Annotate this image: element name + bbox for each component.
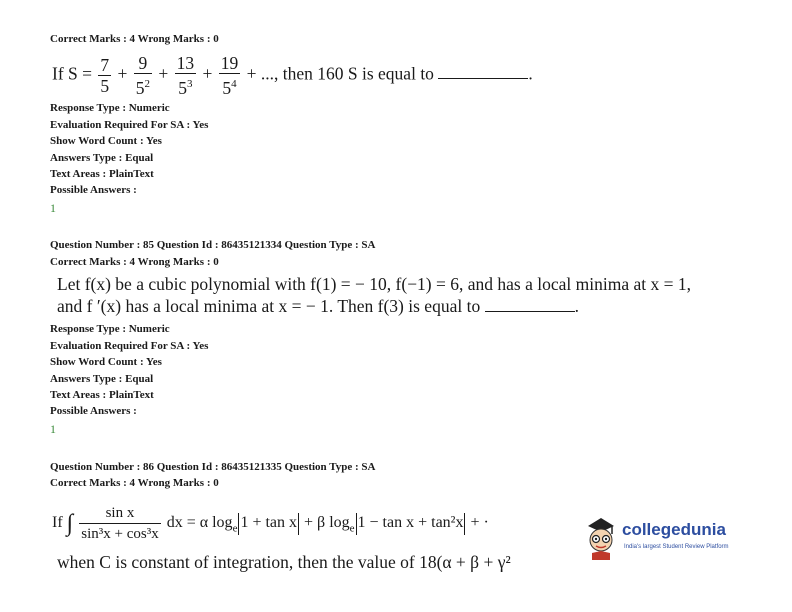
q85-answer: 1 — [50, 422, 56, 436]
q85-possible-answers: Possible Answers : — [50, 405, 137, 417]
q86-marks: Correct Marks : 4 Wrong Marks : 0 — [50, 477, 219, 489]
answer-blank — [485, 297, 575, 312]
q86-question-line1: If ∫ $\frac{\text{sin x}}{\text{sin³x + cos³x}}$ dx = α $\log_e 1 + \tan x + \beta$ $\log_e 1 - \tan x + \tan^2x$ + · — [52, 505, 489, 542]
logo-name: collegedunia — [622, 520, 726, 539]
q85-question-line2: and f ′(x) has a local minima at x = − 1. Then f(3) is equal to . — [57, 296, 579, 316]
q84-answer: 1 — [50, 201, 56, 215]
q84-show-word-count: Show Word Count : Yes — [50, 135, 162, 147]
collegedunia-logo — [582, 512, 762, 562]
student-mascot-icon — [582, 512, 620, 560]
logo-tagline: India's largest Student Review Platform — [624, 544, 729, 550]
q85-text-areas: Text Areas : PlainText — [50, 389, 154, 401]
q84-possible-answers: Possible Answers : — [50, 184, 137, 196]
q84-question: If S = $\frac{7}{5}$ + $\frac{9}{5^2}$ + $\frac{13}{5^3}$ + $\frac{19}{5^4}$ + ..., then 160 S is equal to . — [52, 53, 533, 98]
q85-response-type: Response Type : Numeric — [50, 323, 170, 335]
q85-question-line1: Let f(x) be a cubic polynomial with f(1) = − 10, f(−1) = 6, and has a local minima at x = 1, — [57, 274, 691, 294]
q85-eval-required: Evaluation Required For SA : Yes — [50, 340, 209, 352]
q85-marks: Correct Marks : 4 Wrong Marks : 0 — [50, 256, 219, 268]
q85-answers-type: Answers Type : Equal — [50, 373, 154, 385]
answer-blank — [438, 64, 528, 79]
q85-show-word-count: Show Word Count : Yes — [50, 356, 162, 368]
q84-eval-required: Evaluation Required For SA : Yes — [50, 119, 209, 131]
q85-header: Question Number : 85 Question Id : 86435121334 Question Type : SA — [50, 239, 376, 251]
q86-question-line2: when C is constant of integration, then the value of 18(α + β + γ² — [57, 552, 511, 572]
q84-marks: Correct Marks : 4 Wrong Marks : 0 — [50, 33, 219, 45]
q84-response-type: Response Type : Numeric — [50, 102, 170, 114]
q84-answers-type: Answers Type : Equal — [50, 152, 154, 164]
q84-text-areas: Text Areas : PlainText — [50, 168, 154, 180]
q86-header: Question Number : 86 Question Id : 86435121335 Question Type : SA — [50, 461, 376, 473]
